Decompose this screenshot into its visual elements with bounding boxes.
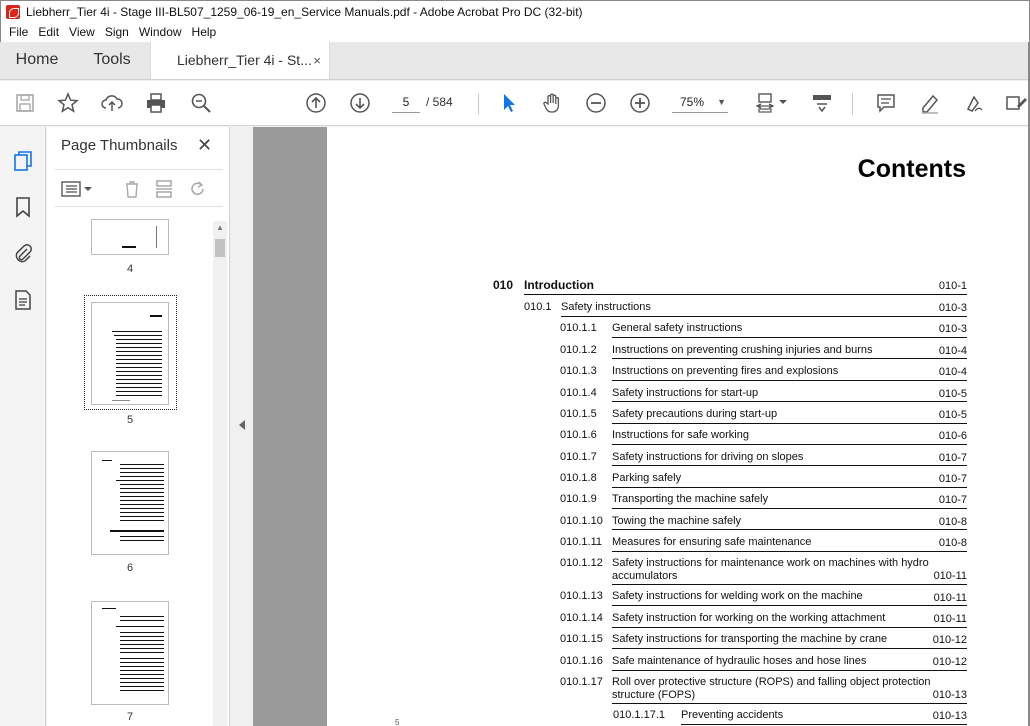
- toc-rule: [612, 508, 967, 509]
- scroll-up-icon[interactable]: ▲: [216, 223, 224, 232]
- print-icon[interactable]: [144, 91, 168, 115]
- toc-entry-number: 010.1.15: [560, 633, 603, 645]
- toc-entry-page: 010-4: [938, 366, 967, 378]
- thumbnail-page-selected[interactable]: [91, 302, 169, 405]
- toc-rule: [612, 423, 967, 424]
- toc-section-number: 010.1: [524, 301, 552, 313]
- select-cursor-icon[interactable]: [497, 91, 521, 115]
- toc-rule: [612, 584, 967, 585]
- toc-entry-title-cont[interactable]: structure (FOPS): [612, 689, 696, 701]
- toc-entry-page: 010-12: [932, 656, 967, 668]
- toc-entry-title[interactable]: Transporting the machine safely: [612, 493, 769, 505]
- toc-entry-number: 010.1.2: [560, 344, 597, 356]
- toc-rule: [612, 627, 967, 628]
- sign-icon[interactable]: [962, 91, 986, 115]
- delete-page-icon[interactable]: [121, 179, 143, 199]
- toc-rule: [612, 487, 967, 488]
- attachment-icon[interactable]: [11, 241, 35, 265]
- toc-entry-page: 010-5: [938, 409, 967, 421]
- toc-entry-title[interactable]: Safety instructions for transporting the machine by crane: [612, 633, 888, 645]
- toc-section-page: 010-3: [938, 302, 967, 314]
- document-page: [327, 127, 1028, 726]
- toc-entry-page: 010-12: [932, 634, 967, 646]
- toc-entry-number: 010.1.8: [560, 472, 597, 484]
- toc-rule: [612, 401, 967, 402]
- toc-entry-number: 010.1.1: [560, 322, 597, 334]
- toc-subentry-page: 010-13: [932, 710, 967, 722]
- toc-entry-page: 010-13: [932, 689, 967, 701]
- toc-entry-page: 010-6: [938, 430, 967, 442]
- collapse-panel-icon[interactable]: [239, 420, 245, 430]
- toc-entry-page: 010-11: [933, 570, 967, 582]
- toc-rule: [612, 529, 967, 530]
- highlight-pen-icon[interactable]: [918, 91, 942, 115]
- toolbar: [0, 81, 1030, 126]
- toc-entry-page: 010-3: [938, 323, 967, 335]
- window-title: Liebherr_Tier 4i - Stage III-BL507_1259_06-19_en_Service Manuals.pdf - Adobe Acrobat Pro DC (32-bit): [26, 4, 583, 19]
- toc-rule: [612, 358, 967, 359]
- insert-page-icon[interactable]: [153, 179, 175, 199]
- toc-entry-title[interactable]: Instructions on preventing crushing injuries and burns: [612, 344, 873, 356]
- toc-entry-title[interactable]: Safety precautions during start-up: [612, 408, 778, 420]
- menu-view[interactable]: View: [69, 25, 95, 39]
- toc-entry-title[interactable]: Safety instructions for driving on slopes: [612, 451, 804, 463]
- tab-document-label: Liebherr_Tier 4i - St...: [177, 52, 312, 68]
- toc-rule: [612, 465, 967, 466]
- toc-section-title: Safety instructions: [561, 301, 651, 313]
- toc-entry-page: 010-4: [938, 345, 967, 357]
- toolbar-divider: [478, 93, 479, 115]
- tab-tools[interactable]: Tools: [93, 51, 131, 68]
- navigation-rail: [0, 127, 46, 726]
- toc-entry-title[interactable]: Safety instructions for maintenance work on machines with hydro: [612, 557, 929, 569]
- zoom-in-icon[interactable]: [628, 91, 652, 115]
- comment-icon[interactable]: [874, 91, 898, 115]
- zoom-search-icon[interactable]: [189, 91, 213, 115]
- scroll-mode-icon[interactable]: [810, 91, 834, 115]
- page-footer-number: 5: [395, 718, 400, 726]
- page-heading: Contents: [857, 155, 966, 183]
- thumbnail-label: 5: [126, 414, 134, 426]
- toc-entry-number: 010.1.10: [560, 515, 603, 527]
- toc-entry-number: 010.1.6: [560, 429, 597, 441]
- panel-title: Page Thumbnails: [61, 137, 178, 154]
- toc-rule: [561, 316, 967, 317]
- toc-rule: [612, 380, 967, 381]
- bookmark-star-icon[interactable]: [56, 91, 80, 115]
- toc-rule: [681, 724, 967, 725]
- menu-file[interactable]: File: [9, 25, 29, 39]
- thumbnail-label: 6: [126, 562, 134, 574]
- toc-entry-title[interactable]: Safety instructions for welding work on the machine: [612, 590, 863, 602]
- toc-entry-page: 010-11: [933, 592, 967, 604]
- page-thumbnails-icon[interactable]: [11, 149, 35, 173]
- toc-entry-page: 010-8: [938, 516, 967, 528]
- rotate-page-icon[interactable]: [187, 179, 209, 199]
- zoom-out-icon[interactable]: [584, 91, 608, 115]
- upload-icon[interactable]: [100, 91, 124, 115]
- toc-entry-number: 010.1.3: [560, 365, 597, 377]
- thumbnail-label: 4: [126, 263, 134, 275]
- toc-entry-number: 010.1.11: [560, 536, 603, 548]
- toc-entry-page: 010-7: [938, 452, 967, 464]
- thumbnail-page[interactable]: [91, 219, 169, 255]
- toc-entry-number: 010.1.5: [560, 408, 597, 420]
- chevron-down-icon: ▼: [717, 97, 726, 107]
- page-up-icon[interactable]: [304, 91, 328, 115]
- save-icon[interactable]: [13, 91, 37, 115]
- toc-entry-number: 010.1.4: [560, 387, 597, 399]
- tab-document[interactable]: [150, 41, 330, 79]
- tab-bar: [0, 42, 1030, 80]
- toc-entry-number: 010.1.7: [560, 451, 597, 463]
- zoom-level-select[interactable]: [672, 91, 728, 113]
- toc-entry-number: 010.1.16: [560, 655, 603, 667]
- menu-sign[interactable]: Sign: [104, 25, 129, 39]
- more-tools-icon[interactable]: [1004, 91, 1028, 115]
- close-icon[interactable]: ✕: [197, 135, 213, 155]
- toc-rule: [612, 605, 967, 606]
- zoom-level-value: 75%: [680, 95, 705, 109]
- page-number-input[interactable]: 5: [392, 91, 420, 113]
- toc-subentry-title[interactable]: Preventing accidents: [681, 709, 784, 721]
- menu-window[interactable]: Window: [138, 25, 182, 39]
- toc-entry-title[interactable]: Safe maintenance of hydraulic hoses and hose lines: [612, 655, 867, 667]
- toc-subentry-number: 010.1.17.1: [613, 709, 665, 721]
- title-bar: [0, 0, 1030, 22]
- panel-toolbar: [55, 169, 223, 207]
- toc-entry-title[interactable]: Roll over protective structure (ROPS) and falling object protection: [612, 676, 931, 688]
- toc-entry-title[interactable]: Instructions on preventing fires and explosions: [612, 365, 839, 377]
- scrollbar-thumb[interactable]: [215, 239, 225, 257]
- toc-entry-title[interactable]: Parking safely: [612, 472, 682, 484]
- toc-rule: [612, 337, 967, 338]
- tab-home[interactable]: Home: [15, 51, 59, 68]
- toc-rule: [612, 551, 967, 552]
- toc-entry-number: 010.1.13: [560, 590, 603, 602]
- options-menu-icon[interactable]: [61, 179, 95, 199]
- page-total: / 584: [426, 95, 453, 109]
- toc-entry-title[interactable]: Safety instructions for start-up: [612, 387, 759, 399]
- acrobat-icon: [6, 5, 20, 19]
- toc-entry-title[interactable]: General safety instructions: [612, 322, 743, 334]
- thumbnail-page[interactable]: [91, 601, 169, 705]
- thumbnail-label: 7: [126, 711, 134, 723]
- toc-entry-page: 010-11: [933, 613, 967, 625]
- toc-rule: [612, 670, 967, 671]
- toolbar-divider: [852, 93, 853, 115]
- toc-entry-number: 010.1.17: [560, 676, 603, 688]
- menu-edit[interactable]: Edit: [38, 25, 60, 39]
- toc-entry-number: 010.1.14: [560, 612, 603, 624]
- toc-chapter-number: 010: [493, 278, 514, 292]
- toc-entry-title[interactable]: Instructions for safe working: [612, 429, 749, 441]
- menu-bar: [0, 22, 1030, 42]
- menu-help[interactable]: Help: [191, 25, 217, 39]
- toc-rule: [612, 444, 967, 445]
- thumbnail-scrollbar[interactable]: [213, 221, 227, 726]
- document-background: [253, 127, 327, 726]
- toc-entry-page: 010-7: [938, 473, 967, 485]
- bookmark-icon[interactable]: [11, 195, 35, 219]
- panel-collapse-gutter: [231, 127, 253, 726]
- toc-entry-title[interactable]: Towing the machine safely: [612, 515, 742, 527]
- toc-entry-page: 010-5: [938, 388, 967, 400]
- toc-chapter-title: Introduction: [524, 278, 594, 292]
- thumbnail-page[interactable]: [91, 451, 169, 555]
- toc-entry-title[interactable]: Safety instruction for working on the working attachment: [612, 612, 886, 624]
- hand-icon[interactable]: [540, 91, 564, 115]
- toc-entry-title-cont[interactable]: accumulators: [612, 570, 678, 582]
- toc-rule: [524, 294, 967, 295]
- toc-entry-number: 010.1.9: [560, 493, 597, 505]
- page-down-icon[interactable]: [348, 91, 372, 115]
- toc-entry-number: 010.1.12: [560, 557, 603, 569]
- toc-entry-page: 010-7: [938, 494, 967, 506]
- document-properties-icon[interactable]: [11, 288, 35, 312]
- page-fit-icon[interactable]: [754, 91, 790, 115]
- toc-rule: [612, 703, 967, 704]
- toc-rule: [612, 648, 967, 649]
- toc-entry-title[interactable]: Measures for ensuring safe maintenance: [612, 536, 812, 548]
- toc-entry-page: 010-8: [938, 537, 967, 549]
- tab-close-icon[interactable]: ×: [313, 53, 321, 68]
- page-thumbnails-panel: [47, 127, 230, 726]
- toc-chapter-page: 010-1: [938, 280, 967, 292]
- thumbnail-list: [47, 211, 212, 726]
